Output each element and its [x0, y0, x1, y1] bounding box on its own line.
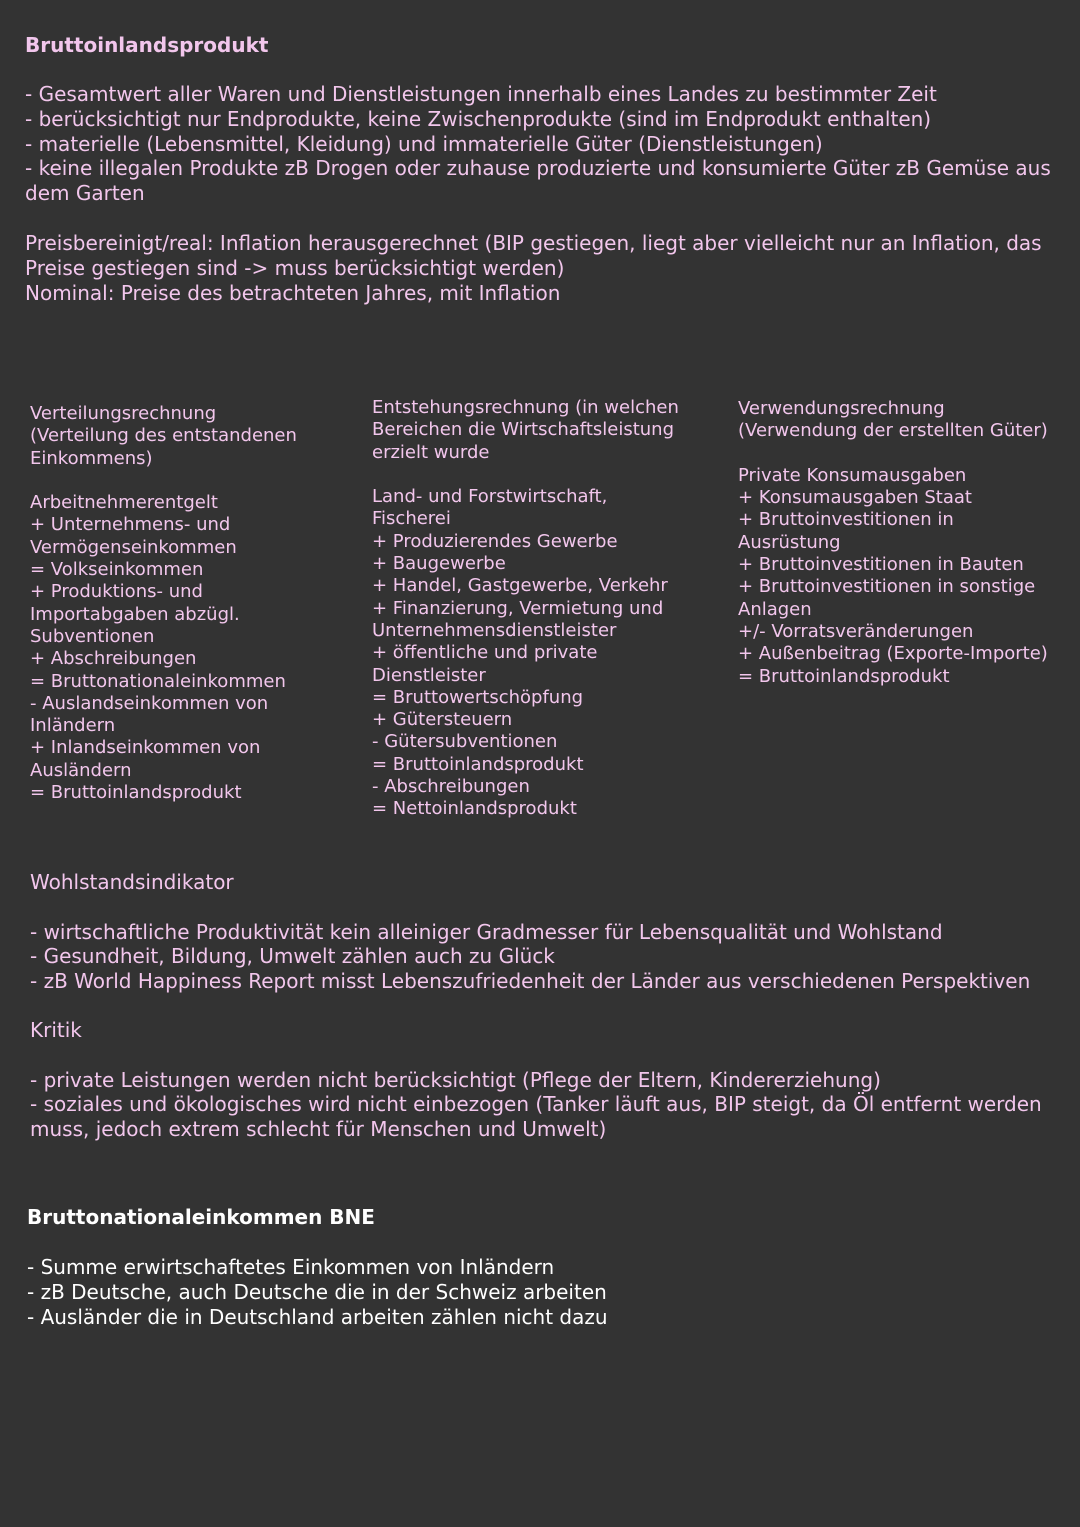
bip-real-nominal	[25, 231, 1042, 305]
column-item: + Bruttoinvestitionen in Bauten	[738, 554, 1024, 576]
column-item: = Bruttoinlandsprodukt	[738, 665, 950, 687]
bip-bullet: - keine illegalen Produkte zB Drogen oder zuhause produzierte und konsumierte Güter zB Gemüse aus	[25, 156, 1051, 181]
column-item: + Handel, Gastgewerbe, Verkehr	[372, 575, 668, 597]
bne-list	[27, 1255, 608, 1329]
column-heading: (Verteilung des entstandenen	[30, 425, 297, 447]
column-item: + Produzierendes Gewerbe	[372, 530, 618, 552]
kritik-section	[30, 1018, 1042, 1142]
column-item: + Außenbeitrag (Exporte-Importe)	[738, 643, 1048, 665]
real-nominal-line: Nominal: Preise des betrachteten Jahres, mit Inflation	[25, 280, 561, 305]
bip-bullet: dem Garten	[25, 181, 145, 206]
wohlstand-bullet: - Gesundheit, Bildung, Umwelt zählen auch zu Glück	[30, 944, 555, 969]
bne-bullet: - zB Deutsche, auch Deutsche die in der Schweiz arbeiten	[27, 1279, 607, 1304]
bip-bullet: - materielle (Lebensmittel, Kleidung) und immaterielle Güter (Dienstleistungen)	[25, 131, 823, 156]
column-item: Ausländern	[30, 759, 132, 781]
bip-title: Bruttoinlandsprodukt	[25, 33, 269, 57]
column-item: + Inlandseinkommen von	[30, 737, 261, 759]
column-heading: (Verwendung der erstellten Güter)	[738, 420, 1048, 442]
bne-bullet: - Summe erwirtschaftetes Einkommen von Inländern	[27, 1255, 555, 1279]
column-item: + Bruttoinvestitionen in	[738, 509, 954, 531]
column-item: Private Konsumausgaben	[738, 464, 967, 486]
column-heading: Verwendungsrechnung	[738, 398, 945, 419]
column-item: = Bruttoinlandsprodukt	[30, 782, 242, 804]
column-item: + Finanzierung, Vermietung und	[372, 597, 664, 619]
column-heading: Verteilungsrechnung	[30, 403, 217, 424]
kritik-bullet: muss, jedoch extrem schlecht für Menschen und Umwelt)	[30, 1117, 607, 1142]
real-nominal-line: Preisbereinigt/real: Inflation herausgerechnet (BIP gestiegen, liegt aber vielleicht nur an Inflation, das	[25, 231, 1042, 255]
column-item: + Konsumausgaben Staat	[738, 487, 972, 509]
column-item: = Bruttonationaleinkommen	[30, 670, 286, 692]
column-item: +/- Vorratsveränderungen	[738, 620, 974, 642]
verteilungsrechnung-column	[30, 403, 297, 804]
column-item: Unternehmensdienstleister	[372, 619, 617, 641]
kritik-bullet: - soziales und ökologisches wird nicht einbezogen (Tanker läuft aus, BIP steigt, da Öl entfernt werden	[30, 1092, 1042, 1117]
column-item: = Volkseinkommen	[30, 559, 204, 581]
bip-bullet: - berücksichtigt nur Endprodukte, keine Zwischenprodukte (sind im Endprodukt enthalten)	[25, 106, 932, 131]
wohlstandsindikator-section	[30, 870, 1030, 994]
column-item: + Produktions- und	[30, 581, 203, 603]
column-heading: Entstehungsrechnung (in welchen	[372, 397, 679, 418]
column-item: Inländern	[30, 715, 116, 737]
column-item: Vermögenseinkommen	[30, 536, 237, 558]
column-item: = Bruttowertschöpfung	[372, 686, 584, 708]
column-heading: Bereichen die Wirtschaftsleistung	[372, 419, 675, 441]
bne-title: Bruttonationaleinkommen BNE	[27, 1205, 375, 1229]
column-item: = Nettoinlandsprodukt	[372, 798, 577, 820]
wohlstand-bullet: - zB World Happiness Report misst Lebenszufriedenheit der Länder aus verschiedenen Perspektiven	[30, 969, 1031, 994]
column-item: + Abschreibungen	[30, 648, 197, 670]
column-heading: Einkommens)	[30, 447, 153, 469]
verwendungsrechnung-column	[738, 398, 1048, 688]
column-item: + öffentliche und private	[372, 642, 598, 664]
column-item: Ausrüstung	[738, 531, 841, 553]
column-item: + Unternehmens- und	[30, 514, 231, 536]
bne-bullet: - Ausländer die in Deutschland arbeiten zählen nicht dazu	[27, 1304, 608, 1329]
bip-bullet: - Gesamtwert aller Waren und Dienstleistungen innerhalb eines Landes zu bestimmter Zeit	[25, 82, 937, 106]
column-item: Arbeitnehmerentgelt	[30, 492, 218, 514]
column-item: + Baugewerbe	[372, 553, 506, 575]
real-nominal-line: Preise gestiegen sind -> muss berücksichtigt werden)	[25, 255, 565, 280]
column-item: - Abschreibungen	[372, 776, 530, 798]
section-heading: Wohlstandsindikator	[30, 870, 234, 894]
column-item: Land- und Forstwirtschaft,	[372, 486, 608, 508]
column-item: - Auslandseinkommen von	[30, 692, 269, 714]
section-heading: Kritik	[30, 1018, 82, 1042]
column-item: Anlagen	[738, 598, 812, 620]
column-item: Fischerei	[372, 508, 451, 530]
column-item: = Bruttoinlandsprodukt	[372, 753, 584, 775]
kritik-bullet: - private Leistungen werden nicht berücksichtigt (Pflege der Eltern, Kindererziehung)	[30, 1067, 881, 1092]
column-item: Importabgaben abzügl.	[30, 603, 240, 625]
column-item: + Gütersteuern	[372, 709, 513, 731]
column-item: + Bruttoinvestitionen in sonstige	[738, 576, 1036, 598]
column-item: Subventionen	[30, 625, 155, 647]
wohlstand-bullet: - wirtschaftliche Produktivität kein alleiniger Gradmesser für Lebensqualität und Wohlstand	[30, 919, 943, 944]
column-item: - Gütersubventionen	[372, 731, 558, 753]
column-item: Dienstleister	[372, 664, 486, 686]
column-heading: erzielt wurde	[372, 441, 490, 463]
entstehungsrechnung-column	[372, 397, 679, 821]
bip-definition-list	[25, 82, 1051, 206]
